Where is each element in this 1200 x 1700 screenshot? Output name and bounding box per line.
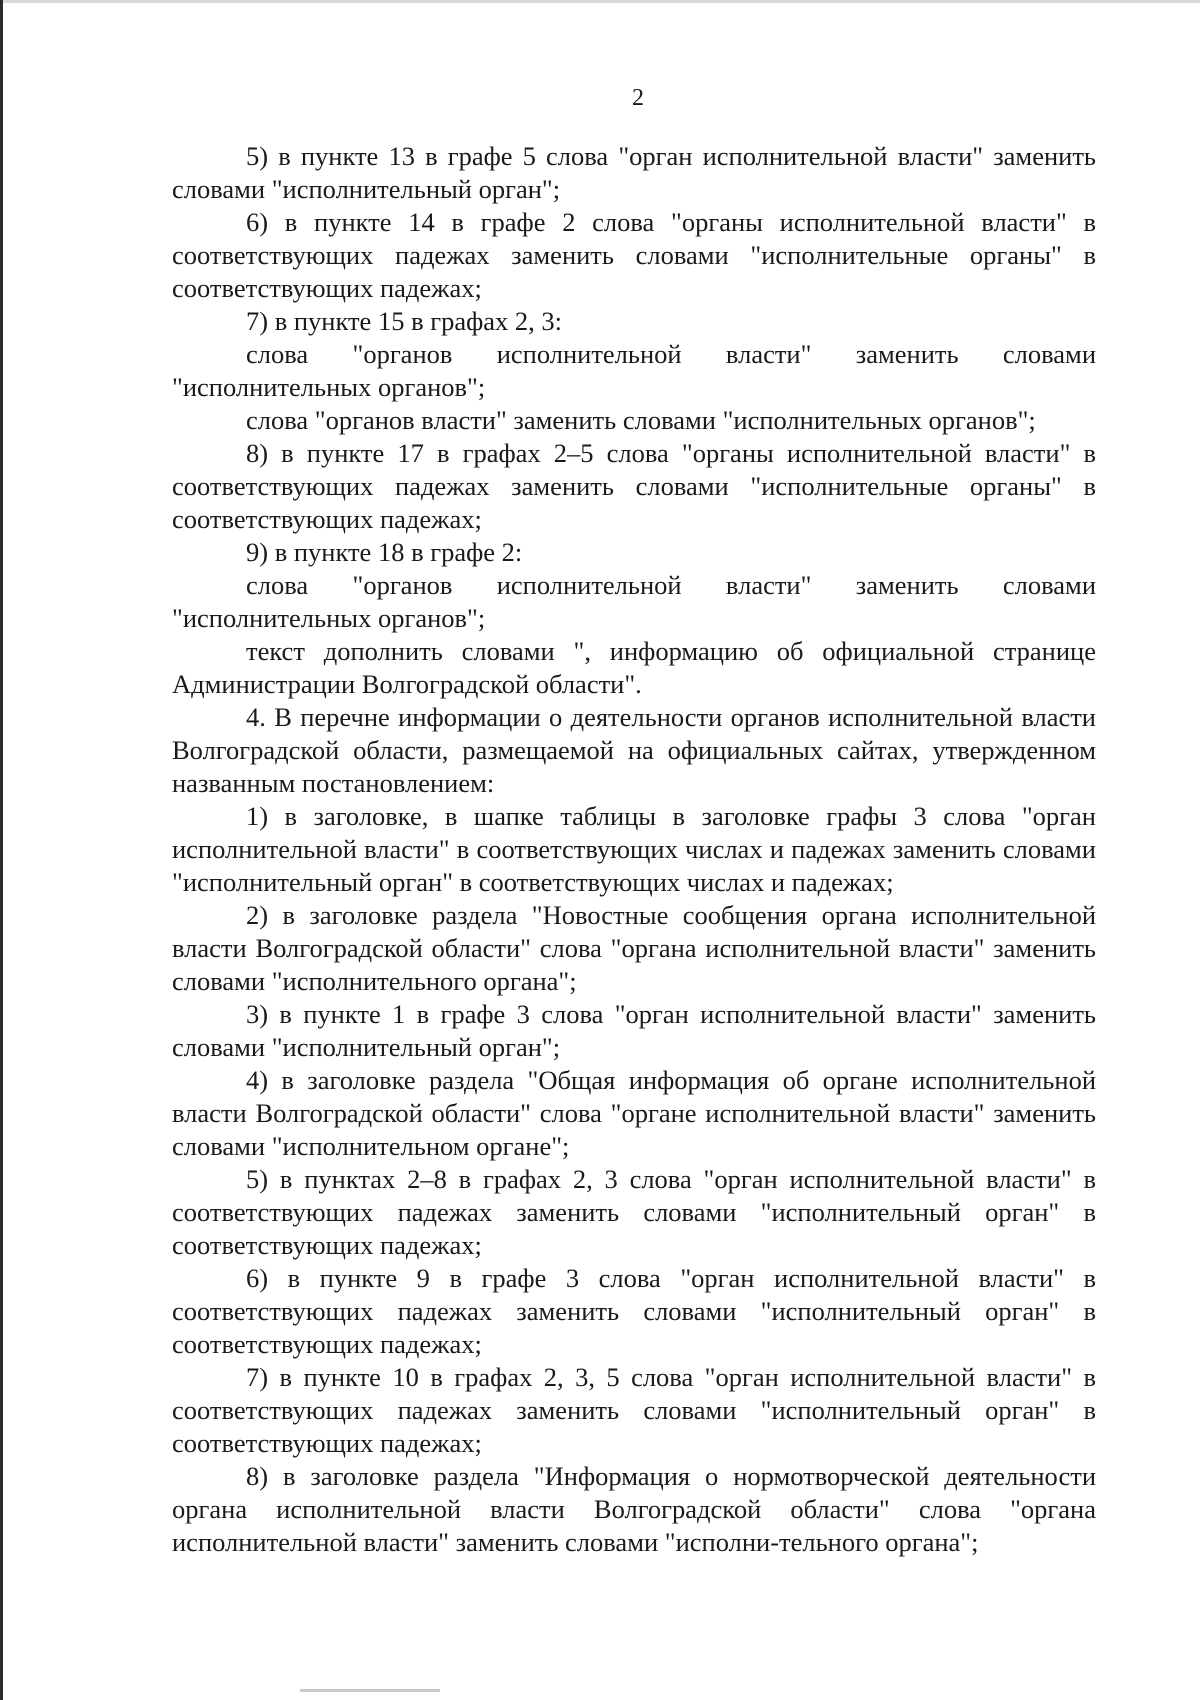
paragraph-s4-item-4: 4) в заголовке раздела "Общая информация об органе исполнительной власти Волгоградской области" слова "органе исполнительной власти" заменить словами "исполнительном органе"; xyxy=(172,1065,1096,1161)
document-body xyxy=(172,140,1096,1559)
scan-edge-bottom xyxy=(300,1689,440,1692)
paragraph-item-9-p18: 9) в пункте 18 в графе 2: xyxy=(246,537,523,567)
scan-edge-top xyxy=(0,0,1200,3)
paragraph-subitem-text-addition: текст дополнить словами ", информацию об официальной странице Администрации Волгоградской области". xyxy=(172,636,1096,699)
paragraph-item-7-p15: 7) в пункте 15 в графах 2, 3: xyxy=(246,306,563,336)
paragraph-section-4-intro: 4. В перечне информации о деятельности органов исполнительной власти Волгоградской области, размещаемой на официальных сайтах, утвержденном названным постановлением: xyxy=(172,702,1096,798)
paragraph-item-5-p13: 5) в пункте 13 в графе 5 слова "орган исполнительной власти" заменить словами "исполнительный орган"; xyxy=(172,141,1096,204)
paragraph-item-8-p17: 8) в пункте 17 в графах 2–5 слова "органы исполнительной власти" в соответствующих падежах заменить словами "исполнительные органы" в соответствующих падежах; xyxy=(172,438,1096,534)
paragraph-subitem-organov-vlasti-2: слова "органов власти" заменить словами "исполнительных органов"; xyxy=(246,405,1036,435)
paragraph-s4-item-8: 8) в заголовке раздела "Информация о нормотворческой деятельности органа исполнительной власти Волгоградской области" слова "органа исполнительной власти" заменить словами "исполни-тельного органа"; xyxy=(172,1461,1096,1557)
paragraph-s4-item-6: 6) в пункте 9 в графе 3 слова "орган исполнительной власти" в соответствующих падежах заменить словами "исполнительный орган" в соответствующих падежах; xyxy=(172,1263,1096,1359)
paragraph-s4-item-3: 3) в пункте 1 в графе 3 слова "орган исполнительной власти" заменить словами "исполнительный орган"; xyxy=(172,999,1096,1062)
page-number: 2 xyxy=(632,85,644,111)
paragraph-item-6-p14: 6) в пункте 14 в графе 2 слова "органы исполнительной власти" в соответствующих падежах заменить словами "исполнительные органы" в соответствующих падежах; xyxy=(172,207,1096,303)
paragraph-s4-item-1: 1) в заголовке, в шапке таблицы в заголовке графы 3 слова "орган исполнительной власти" в соответствующих числах и падежах заменить словами "исполнительный орган" в соответствующих числах и падежах; xyxy=(172,801,1096,897)
paragraph-subitem-organov-vlasti-1: слова "органов исполнительной власти" заменить словами "исполнительных органов"; xyxy=(172,339,1096,402)
paragraph-s4-item-5: 5) в пунктах 2–8 в графах 2, 3 слова "орган исполнительной власти" в соответствующих падежах заменить словами "исполнительный орган" в соответствующих падежах; xyxy=(172,1164,1096,1260)
scan-edge-left xyxy=(0,0,3,1700)
paragraph-s4-item-2: 2) в заголовке раздела "Новостные сообщения органа исполнительной власти Волгоградской области" слова "органа исполнительной власти" заменить словами "исполнительного органа"; xyxy=(172,900,1096,996)
paragraph-subitem-organov-vlasti-3: слова "органов исполнительной власти" заменить словами "исполнительных органов"; xyxy=(172,570,1096,633)
paragraph-s4-item-7: 7) в пункте 10 в графах 2, 3, 5 слова "орган исполнительной власти" в соответствующих падежах заменить словами "исполнительный орган" в соответствующих падежах; xyxy=(172,1362,1096,1458)
